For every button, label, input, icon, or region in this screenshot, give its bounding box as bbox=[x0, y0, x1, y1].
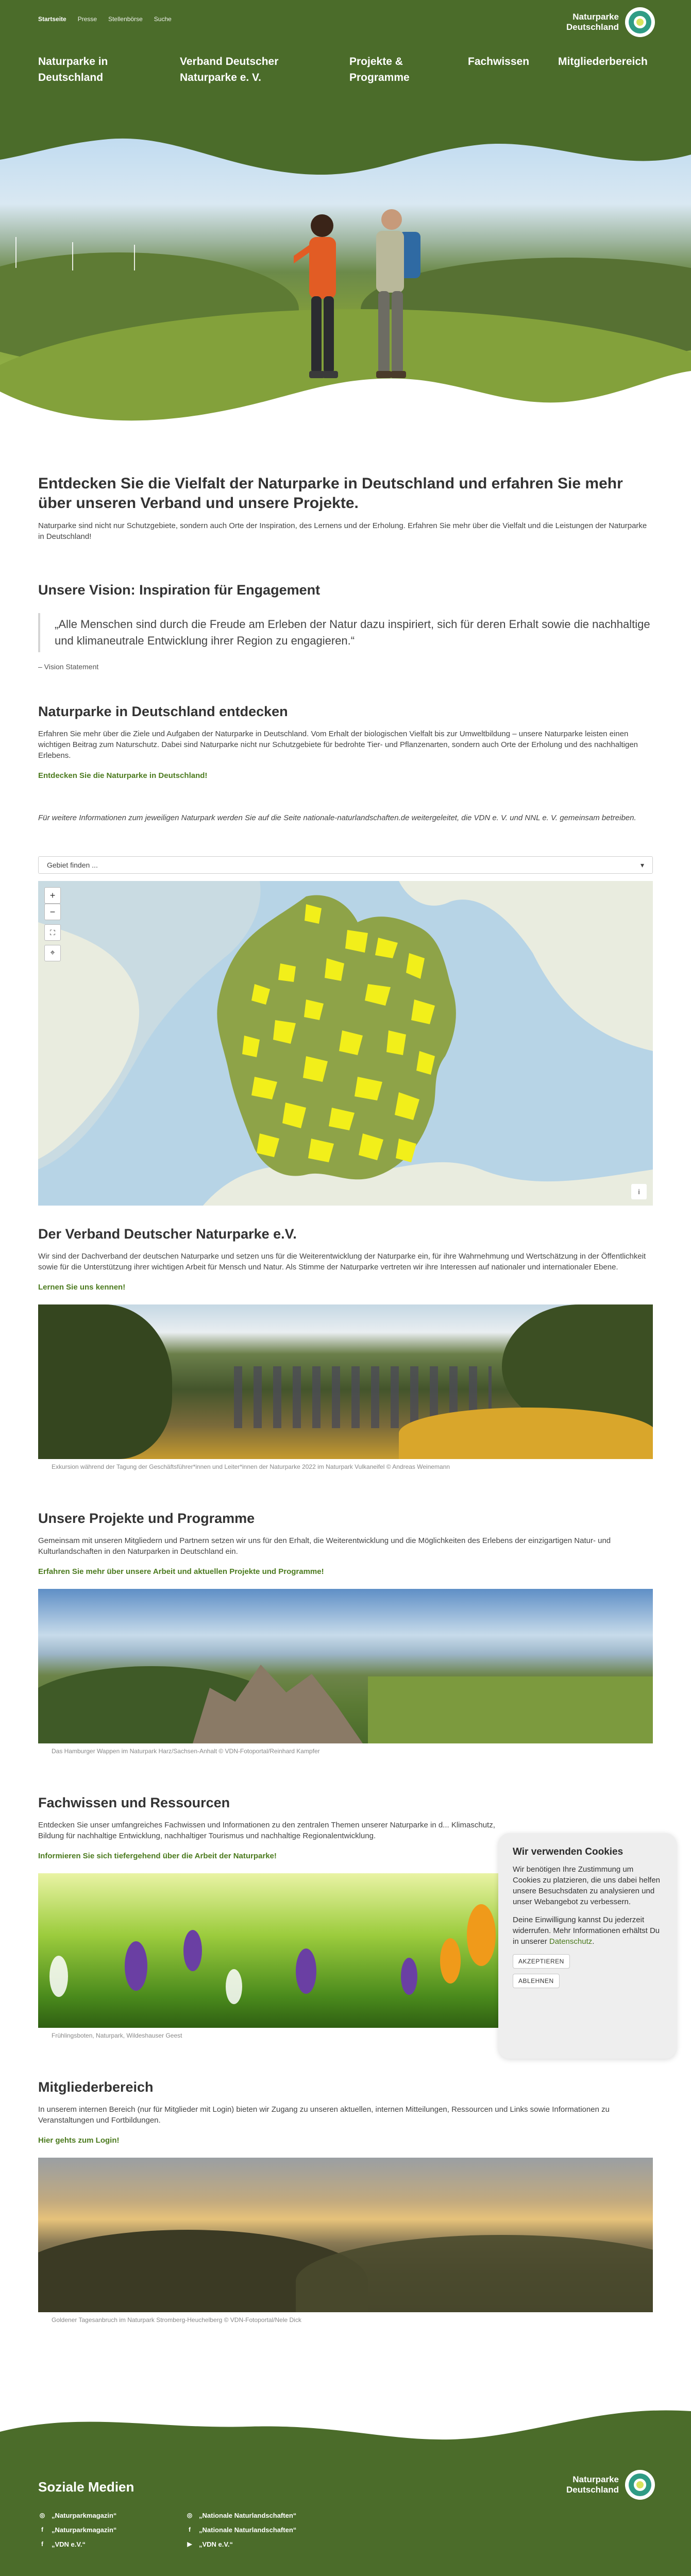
hero-bottom-wave bbox=[0, 355, 691, 433]
hero-top-wave bbox=[0, 124, 691, 185]
wind-turbine-icon bbox=[134, 245, 135, 270]
verband-photo bbox=[38, 1304, 653, 1459]
topnav-startseite[interactable]: Startseite bbox=[38, 15, 66, 23]
wind-turbine-icon bbox=[15, 237, 16, 268]
social-link[interactable] bbox=[38, 2522, 116, 2537]
mitglieder-title: Mitgliederbereich bbox=[38, 2079, 154, 2095]
intro-title: Entdecken Sie die Vielfalt der Naturparke in Deutschland und erfahren Sie mehr über unseren Verband und unsere Projekte. bbox=[38, 475, 623, 512]
germany-map bbox=[38, 881, 653, 1206]
verband-text: Wir sind der Dachverband der deutschen Naturparke und setzen uns für die Weiterentwicklung der Naturparke ein, für ihre Wahrnehmung und Wertschätzung in der Öffentlichkeit sowie für die Unterstützung ihrer wichtigen Arbeit für Mensch und Natur. Als Stimme der Naturparke vertreten wir ihre Interessen auf nationaler und internationaler Ebene. bbox=[38, 1252, 646, 1272]
fachwissen-caption: Frühlingsboten, Naturpark, Wildeshauser Geest bbox=[52, 2032, 182, 2039]
nav-naturparke-in-deutschland[interactable] bbox=[38, 54, 108, 86]
cookie-consent-text: Deine Einwilligung kannst Du jederzeit widerrufen. Mehr Informationen erhältst Du in unserer Datenschutz. bbox=[513, 1916, 660, 1946]
fullscreen-icon[interactable]: ⛶ bbox=[44, 924, 61, 941]
nav-label-line-2: Naturparke e. V. bbox=[180, 72, 261, 83]
zoom-in-button[interactable]: + bbox=[44, 887, 61, 904]
discover-note: Für weitere Informationen zum jeweiligen Naturpark werden Sie auf die Seite nationale-naturlandschaften.de weitergeleitet, die VDN e. V. und NNL e. V. gemeinsam betreiben. bbox=[38, 814, 636, 822]
germany-land bbox=[217, 895, 456, 1179]
social-link-label: „Nationale Naturlandschaften“ bbox=[199, 2511, 297, 2519]
discover-title: Naturparke in Deutschland entdecken bbox=[38, 704, 288, 719]
nav-verband[interactable] bbox=[180, 54, 278, 86]
discover-text: Erfahren Sie mehr über die Ziele und Aufgaben der Naturparke in Deutschland. Vom Erhalt der biologischen Vielfalt bis zur Umweltbildung – unsere Naturparke leisten einen wichtigen Beitrag zum Naturschutz. Dabei sind Naturparke nicht nur Schutzgebiete für bedrohte Tier- und Pflanzenarten, sondern auch Orte der Erholung und des nachhaltigen Erlebens. bbox=[38, 730, 638, 760]
facebook-icon: f bbox=[189, 2526, 191, 2533]
mitglieder-text: In unserem internen Bereich (nur für Mitglieder mit Login) bieten wir Zugang zu unseren aktuellen, internen Mitteilungen, Ressourcen und Links sowie Informationen zu Veranstaltungen und Fortbildungen. bbox=[38, 2105, 610, 2125]
social-links-col-2 bbox=[186, 2508, 296, 2551]
cookie-consent-label: Deine Einwilligung kannst Du jederzeit widerrufen. Mehr Informationen erhältst Du in unserer bbox=[513, 1916, 660, 1946]
accept-cookies-button[interactable]: AKZEPTIEREN bbox=[513, 1954, 570, 1969]
logo-line-2: Deutschland bbox=[566, 2485, 619, 2495]
main-content bbox=[0, 433, 691, 2401]
nav-label-line-2: Deutschland bbox=[38, 72, 104, 83]
verband-caption: Exkursion während der Tagung der Geschäftsführer*innen und Leiter*innen der Naturparke 2022 im Naturpark Vulkaneifel © Andreas Weinemann bbox=[52, 1463, 450, 1470]
fields bbox=[368, 1676, 653, 1743]
gorse-bushes bbox=[399, 1408, 653, 1459]
instagram-icon: ◎ bbox=[39, 2512, 45, 2519]
cookie-banner bbox=[498, 1833, 677, 2059]
nav-label-line-1: Verband Deutscher bbox=[180, 56, 279, 67]
info-icon[interactable]: i bbox=[631, 1184, 647, 1199]
mitglieder-caption: Goldener Tagesanbruch im Naturpark Stromberg-Heuchelberg © VDN-Fotoportal/Nele Dick bbox=[52, 2316, 301, 2324]
vision-title: Unsere Vision: Inspiration für Engagement bbox=[38, 582, 321, 598]
area-select-value: Gebiet finden ... bbox=[47, 861, 98, 869]
logo-text bbox=[566, 12, 619, 32]
hill-silhouette bbox=[296, 2235, 653, 2312]
verband-link[interactable]: Lernen Sie uns kennen! bbox=[38, 1283, 126, 1292]
logo-mark-icon bbox=[625, 2470, 655, 2500]
cookie-actions bbox=[513, 1954, 662, 1988]
facebook-icon: f bbox=[41, 2540, 43, 2548]
topnav-presse[interactable]: Presse bbox=[77, 15, 97, 23]
decline-cookies-button[interactable]: ABLEHNEN bbox=[513, 1974, 560, 1988]
social-link-label: „Nationale Naturlandschaften“ bbox=[199, 2526, 297, 2534]
nav-label-line-1: Naturparke in bbox=[38, 56, 108, 67]
footer-logo[interactable] bbox=[566, 2470, 655, 2500]
fachwissen-link[interactable]: Informieren Sie sich tiefergehend über die Arbeit der Naturparke! bbox=[38, 1852, 277, 1860]
footer-body bbox=[0, 2442, 691, 2576]
social-link-label: „Naturparkmagazin“ bbox=[52, 2526, 117, 2534]
top-navigation bbox=[38, 15, 172, 23]
mitglieder-photo bbox=[38, 2158, 653, 2312]
site-footer bbox=[0, 2401, 691, 2576]
projekte-caption: Das Hamburger Wappen im Naturpark Harz/Sachsen-Anhalt © VDN-Fotoportal/Reinhard Kampfer bbox=[52, 1748, 320, 1755]
topnav-suche[interactable]: Suche bbox=[154, 15, 172, 23]
discover-link[interactable]: Entdecken Sie die Naturparke in Deutschland! bbox=[38, 771, 208, 780]
nav-label-line-2: Programme bbox=[349, 72, 410, 83]
instagram-icon: ◎ bbox=[187, 2512, 193, 2519]
spacer bbox=[38, 2324, 653, 2401]
area-select[interactable] bbox=[38, 856, 653, 874]
privacy-link[interactable]: Datenschutz bbox=[549, 1937, 593, 1946]
rock-formation bbox=[193, 1651, 363, 1743]
mitglieder-link[interactable]: Hier gehts zum Login! bbox=[38, 2136, 120, 2145]
wind-turbine-icon bbox=[72, 242, 73, 270]
site-logo[interactable] bbox=[566, 7, 655, 37]
social-link[interactable] bbox=[38, 2508, 116, 2522]
topnav-stellenboerse[interactable]: Stellenbörse bbox=[108, 15, 143, 23]
social-media-title: Soziale Medien bbox=[38, 2479, 134, 2495]
hero-image bbox=[0, 124, 691, 433]
zoom-out-button[interactable]: − bbox=[44, 904, 61, 920]
logo-line-1: Naturparke bbox=[572, 12, 619, 22]
nav-label-line-1: Fachwissen bbox=[468, 56, 530, 67]
logo-line-1: Naturparke bbox=[572, 2475, 619, 2484]
intro-text: Naturparke sind nicht nur Schutzgebiete, sondern auch Orte der Inspiration, des Lernens und der Erholung. Erfahren Sie mehr über die Vielfalt und die Leistungen der Naturparke in Deutschland! bbox=[38, 521, 647, 541]
social-links-col-1 bbox=[38, 2508, 116, 2551]
map-widget bbox=[38, 856, 653, 1206]
footer-wave bbox=[0, 2401, 691, 2447]
social-link[interactable] bbox=[38, 2537, 116, 2551]
locate-icon[interactable]: ⌖ bbox=[44, 945, 61, 961]
verband-title: Der Verband Deutscher Naturparke e.V. bbox=[38, 1226, 297, 1242]
tree-shape bbox=[38, 1304, 172, 1459]
cookie-text: Wir benötigen Ihre Zustimmung um Cookies zu platzieren, die uns dabei helfen unsere Besuchsdaten zu analysieren und unser Webangebot zu verbessern. bbox=[513, 1865, 661, 1906]
map-canvas[interactable] bbox=[38, 881, 653, 1206]
projekte-text: Gemeinsam mit unseren Mitgliedern und Partnern setzen wir uns für den Erhalt, die Weiterentwicklung und die Möglichkeiten des Erlebens der einzigartigen Natur- und Kulturlandschaften in den Naturparken in Deutschland ein. bbox=[38, 1536, 611, 1556]
social-link[interactable] bbox=[186, 2537, 296, 2551]
projekte-photo bbox=[38, 1589, 653, 1743]
social-link[interactable] bbox=[186, 2508, 296, 2522]
vision-quote: „Alle Menschen sind durch die Freude am Erleben der Natur dazu inspiriert, sich für deren Erhalt sowie die nachhaltige und klimaneutrale Entwicklung ihrer Region zu engagieren.“ bbox=[38, 613, 653, 652]
facebook-icon: f bbox=[41, 2526, 43, 2533]
nav-projekte-programme[interactable] bbox=[349, 54, 410, 86]
nav-mitgliederbereich[interactable] bbox=[558, 54, 648, 70]
social-link-label: „VDN e.V.“ bbox=[199, 2540, 233, 2548]
projekte-link[interactable]: Erfahren Sie mehr über unsere Arbeit und aktuellen Projekte und Programme! bbox=[38, 1567, 324, 1576]
logo-text bbox=[566, 2475, 619, 2495]
nav-label-line-1: Mitgliederbereich bbox=[558, 56, 648, 67]
social-link-label: „VDN e.V.“ bbox=[52, 2540, 86, 2548]
logo-line-2: Deutschland bbox=[566, 22, 619, 32]
nav-fachwissen[interactable] bbox=[468, 54, 529, 70]
projekte-title: Unsere Projekte und Programme bbox=[38, 1511, 255, 1526]
fachwissen-title: Fachwissen und Ressourcen bbox=[38, 1795, 230, 1810]
site-header bbox=[0, 0, 691, 129]
nav-label-line-1: Projekte & bbox=[349, 56, 403, 67]
chevron-down-icon: ▾ bbox=[640, 860, 644, 869]
fachwissen-text: Entdecken Sie unser umfangreiches Fachwissen und Informationen zu den zentralen Themen unserer Naturparke in d... Klimaschutz, Bildung für nachhaltige Entwicklung, nachhaltiger Tourismus und nachhaltige Regionalentwicklung. bbox=[38, 1821, 495, 1840]
cookie-title: Wir verwenden Cookies bbox=[513, 1846, 623, 1857]
social-link[interactable] bbox=[186, 2522, 296, 2537]
social-link-label: „Naturparkmagazin“ bbox=[52, 2511, 117, 2519]
youtube-icon: ▶ bbox=[187, 2540, 192, 2548]
main-navigation bbox=[38, 54, 656, 90]
vision-source: – Vision Statement bbox=[38, 663, 99, 671]
logo-mark-icon bbox=[625, 7, 655, 37]
